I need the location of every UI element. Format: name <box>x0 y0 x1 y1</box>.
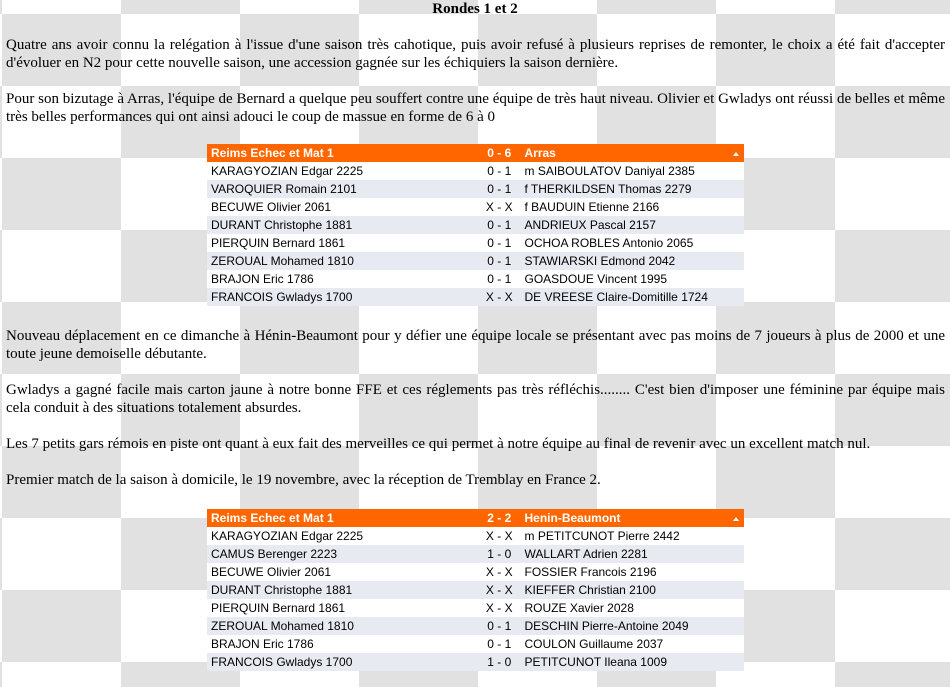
board-row <box>207 527 744 545</box>
paragraph-round-2: Nouveau déplacement en ce dimanche à Hénin-Beaumont pour y défier une équipe locale se présentant avec pas moins de 7 joueurs à plus de 2000 et une toute jeune demoiselle débutante. <box>6 328 945 362</box>
match-score: 0 - 6 <box>478 144 520 162</box>
away-player: FOSSIER Francois 2196 <box>520 563 744 581</box>
away-player: ANDRIEUX Pascal 2157 <box>520 216 744 234</box>
away-player: DE VREESE Claire-Domitille 1724 <box>520 288 744 306</box>
board-row <box>207 599 744 617</box>
board-result: 0 - 1 <box>478 162 520 180</box>
away-player: COULON Guillaume 2037 <box>520 635 744 653</box>
home-player: BRAJON Eric 1786 <box>207 270 478 288</box>
home-player: PIERQUIN Bernard 1861 <box>207 234 478 252</box>
board-result: X - X <box>478 288 520 306</box>
board-result: 1 - 0 <box>478 545 520 563</box>
board-result: X - X <box>478 198 520 216</box>
board-row <box>207 545 744 563</box>
board-row <box>207 653 744 671</box>
away-player: WALLART Adrien 2281 <box>520 545 744 563</box>
board-result: X - X <box>478 527 520 545</box>
match-score: 2 - 2 <box>478 509 520 527</box>
away-player: OCHOA ROBLES Antonio 2065 <box>520 234 744 252</box>
sort-toggle[interactable] <box>728 144 744 162</box>
away-team-name: Arras <box>520 144 727 162</box>
home-player: ZEROUAL Mohamed 1810 <box>207 252 478 270</box>
away-player: f THERKILDSEN Thomas 2279 <box>520 180 744 198</box>
away-player: KIEFFER Christian 2100 <box>520 581 744 599</box>
board-result: 1 - 0 <box>478 653 520 671</box>
paragraph-intro: Quatre ans avoir connu la relégation à l'issue d'une saison très cahotique, puis avoir refusé à plusieurs reprises de remonter, le choix a été fait d'accepter d'évoluer en N2 pour cette nouvelle saison, une accession gagnée sur les échiquiers la saison dernière. <box>6 37 945 71</box>
board-row <box>207 563 744 581</box>
away-player: PETITCUNOT Ileana 1009 <box>520 653 744 671</box>
board-row <box>207 635 744 653</box>
board-result: X - X <box>478 599 520 617</box>
home-team-name: Reims Echec et Mat 1 <box>207 144 478 162</box>
home-player: KARAGYOZIAN Edgar 2225 <box>207 527 478 545</box>
board-result: 0 - 1 <box>478 216 520 234</box>
home-player: ZEROUAL Mohamed 1810 <box>207 617 478 635</box>
paragraph-round-1: Pour son bizutage à Arras, l'équipe de Bernard a quelque peu souffert contre une équipe de très haut niveau. Olivier et Gwladys ont réussi de belles et même très belles performances qui ont ainsi adouci le coup de massue en forme de 6 à 0 <box>6 91 945 125</box>
home-player: CAMUS Berenger 2223 <box>207 545 478 563</box>
board-row <box>207 270 744 288</box>
paragraph-gwladys: Gwladys a gagné facile mais carton jaune à notre bonne FFE et ces réglements pas très réfléchis........ C'est bien d'imposer une féminine par équipe mais cela conduit à des situations totalement absurdes. <box>6 382 945 416</box>
home-team-name: Reims Echec et Mat 1 <box>207 509 478 527</box>
match-table-arras <box>207 144 744 306</box>
home-player: VAROQUIER Romain 2101 <box>207 180 478 198</box>
board-row <box>207 216 744 234</box>
home-player: DURANT Christophe 1881 <box>207 216 478 234</box>
board-row <box>207 234 744 252</box>
away-player: m SAIBOULATOV Daniyal 2385 <box>520 162 744 180</box>
match-header-row[interactable] <box>207 144 744 162</box>
paragraph-next-match: Premier match de la saison à domicile, le 19 novembre, avec la réception de Tremblay en France 2. <box>6 472 601 488</box>
board-result: X - X <box>478 581 520 599</box>
home-player: PIERQUIN Bernard 1861 <box>207 599 478 617</box>
home-player: BECUWE Olivier 2061 <box>207 198 478 216</box>
home-player: DURANT Christophe 1881 <box>207 581 478 599</box>
board-row <box>207 198 744 216</box>
away-player: ROUZE Xavier 2028 <box>520 599 744 617</box>
board-row <box>207 252 744 270</box>
board-row <box>207 581 744 599</box>
away-player: STAWIARSKI Edmond 2042 <box>520 252 744 270</box>
board-row <box>207 180 744 198</box>
board-row <box>207 288 744 306</box>
home-player: FRANCOIS Gwladys 1700 <box>207 288 478 306</box>
home-player: FRANCOIS Gwladys 1700 <box>207 653 478 671</box>
away-team-name: Henin-Beaumont <box>520 509 727 527</box>
sort-toggle[interactable] <box>728 509 744 527</box>
home-player: BECUWE Olivier 2061 <box>207 563 478 581</box>
sort-up-triangle-icon[interactable] <box>733 152 739 156</box>
board-result: X - X <box>478 563 520 581</box>
match-header-row[interactable] <box>207 509 744 527</box>
away-player: DESCHIN Pierre-Antoine 2049 <box>520 617 744 635</box>
board-row <box>207 617 744 635</box>
board-result: 0 - 1 <box>478 617 520 635</box>
match-table-henin-beaumont <box>207 509 744 671</box>
board-result: 0 - 1 <box>478 252 520 270</box>
board-row <box>207 162 744 180</box>
board-result: 0 - 1 <box>478 234 520 252</box>
away-player: GOASDOUE Vincent 1995 <box>520 270 744 288</box>
page-title: Rondes 1 et 2 <box>432 1 518 17</box>
away-player: f BAUDUIN Etienne 2166 <box>520 198 744 216</box>
away-player: m PETITCUNOT Pierre 2442 <box>520 527 744 545</box>
board-result: 0 - 1 <box>478 180 520 198</box>
board-result: 0 - 1 <box>478 270 520 288</box>
board-result: 0 - 1 <box>478 635 520 653</box>
paragraph-result: Les 7 petits gars rémois en piste ont quant à eux fait des merveilles ce qui permet à notre équipe au final de revenir avec un excellent match nul. <box>6 436 871 452</box>
home-player: BRAJON Eric 1786 <box>207 635 478 653</box>
sort-up-triangle-icon[interactable] <box>733 517 739 521</box>
home-player: KARAGYOZIAN Edgar 2225 <box>207 162 478 180</box>
